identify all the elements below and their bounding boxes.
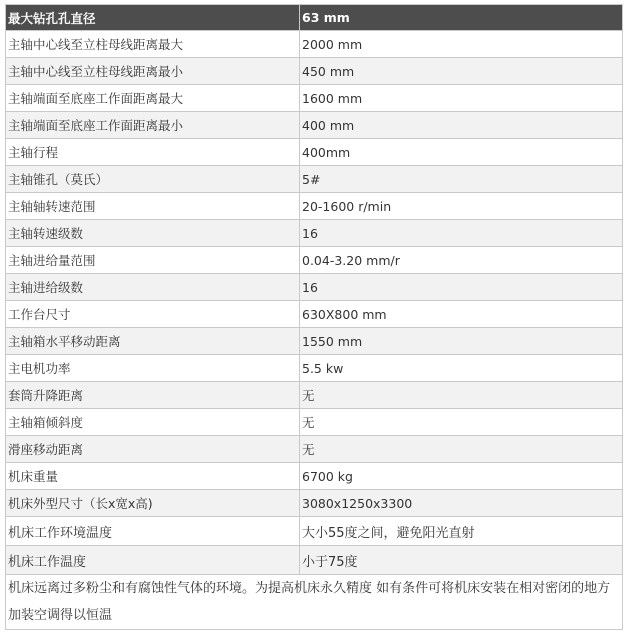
table-row — [6, 139, 623, 166]
spec-label: 主轴轴转速范围 — [6, 193, 300, 220]
table-note: 机床远离过多粉尘和有腐蚀性气体的环境。为提高机床永久精度 如有条件可将机床安装在相对密闭的地方加装空调得以恒温 — [6, 575, 623, 630]
spec-value: 无 — [300, 436, 623, 463]
table-row — [6, 490, 623, 517]
table-row — [6, 436, 623, 463]
table-row — [6, 112, 623, 139]
spec-value: 400 mm — [300, 112, 623, 139]
spec-value: 无 — [300, 409, 623, 436]
spec-value: 1600 mm — [300, 85, 623, 112]
table-row — [6, 247, 623, 274]
spec-label: 套筒升降距离 — [6, 382, 300, 409]
table-row — [6, 382, 623, 409]
table-row — [6, 85, 623, 112]
spec-value: 400mm — [300, 139, 623, 166]
table-row — [6, 328, 623, 355]
spec-label: 主轴箱水平移动距离 — [6, 328, 300, 355]
table-row — [6, 409, 623, 436]
spec-label: 最大钻孔孔直径 — [6, 5, 300, 31]
spec-value: 450 mm — [300, 58, 623, 85]
spec-value: 大小55度之间，避免阳光直射 — [300, 517, 623, 546]
spec-table — [5, 4, 623, 630]
table-row — [6, 31, 623, 58]
table-row — [6, 166, 623, 193]
table-note-row — [6, 575, 623, 630]
spec-label: 主轴中心线至立柱母线距离最小 — [6, 58, 300, 85]
spec-label: 机床外型尺寸（长x宽x高) — [6, 490, 300, 517]
table-header-row — [6, 5, 623, 31]
spec-label: 主轴进给级数 — [6, 274, 300, 301]
spec-value: 无 — [300, 382, 623, 409]
spec-value: 6700 kg — [300, 463, 623, 490]
table-row — [6, 355, 623, 382]
spec-label: 主轴行程 — [6, 139, 300, 166]
spec-label: 工作台尺寸 — [6, 301, 300, 328]
spec-label: 主轴箱倾斜度 — [6, 409, 300, 436]
spec-label: 主轴端面至底座工作面距离最大 — [6, 85, 300, 112]
spec-label: 机床重量 — [6, 463, 300, 490]
spec-label: 主轴转速级数 — [6, 220, 300, 247]
spec-label: 机床工作温度 — [6, 546, 300, 575]
spec-value: 63 mm — [300, 5, 623, 31]
spec-value: 1550 mm — [300, 328, 623, 355]
spec-label: 主电机功率 — [6, 355, 300, 382]
spec-label: 主轴中心线至立柱母线距离最大 — [6, 31, 300, 58]
spec-value: 20-1600 r/min — [300, 193, 623, 220]
table-row — [6, 517, 623, 546]
spec-value: 5.5 kw — [300, 355, 623, 382]
spec-value: 3080x1250x3300 — [300, 490, 623, 517]
spec-value: 小于75度 — [300, 546, 623, 575]
spec-value: 16 — [300, 274, 623, 301]
table-row — [6, 546, 623, 575]
spec-label: 主轴端面至底座工作面距离最小 — [6, 112, 300, 139]
spec-label: 主轴进给量范围 — [6, 247, 300, 274]
spec-value: 2000 mm — [300, 31, 623, 58]
table-row — [6, 193, 623, 220]
table-row — [6, 220, 623, 247]
spec-value: 16 — [300, 220, 623, 247]
table-row — [6, 274, 623, 301]
spec-label: 机床工作环境温度 — [6, 517, 300, 546]
table-row — [6, 58, 623, 85]
table-row — [6, 463, 623, 490]
spec-value: 0.04-3.20 mm/r — [300, 247, 623, 274]
spec-table-body — [6, 5, 623, 630]
spec-value: 5# — [300, 166, 623, 193]
spec-label: 主轴锥孔（莫氏） — [6, 166, 300, 193]
spec-label: 滑座移动距离 — [6, 436, 300, 463]
spec-value: 630X800 mm — [300, 301, 623, 328]
table-row — [6, 301, 623, 328]
